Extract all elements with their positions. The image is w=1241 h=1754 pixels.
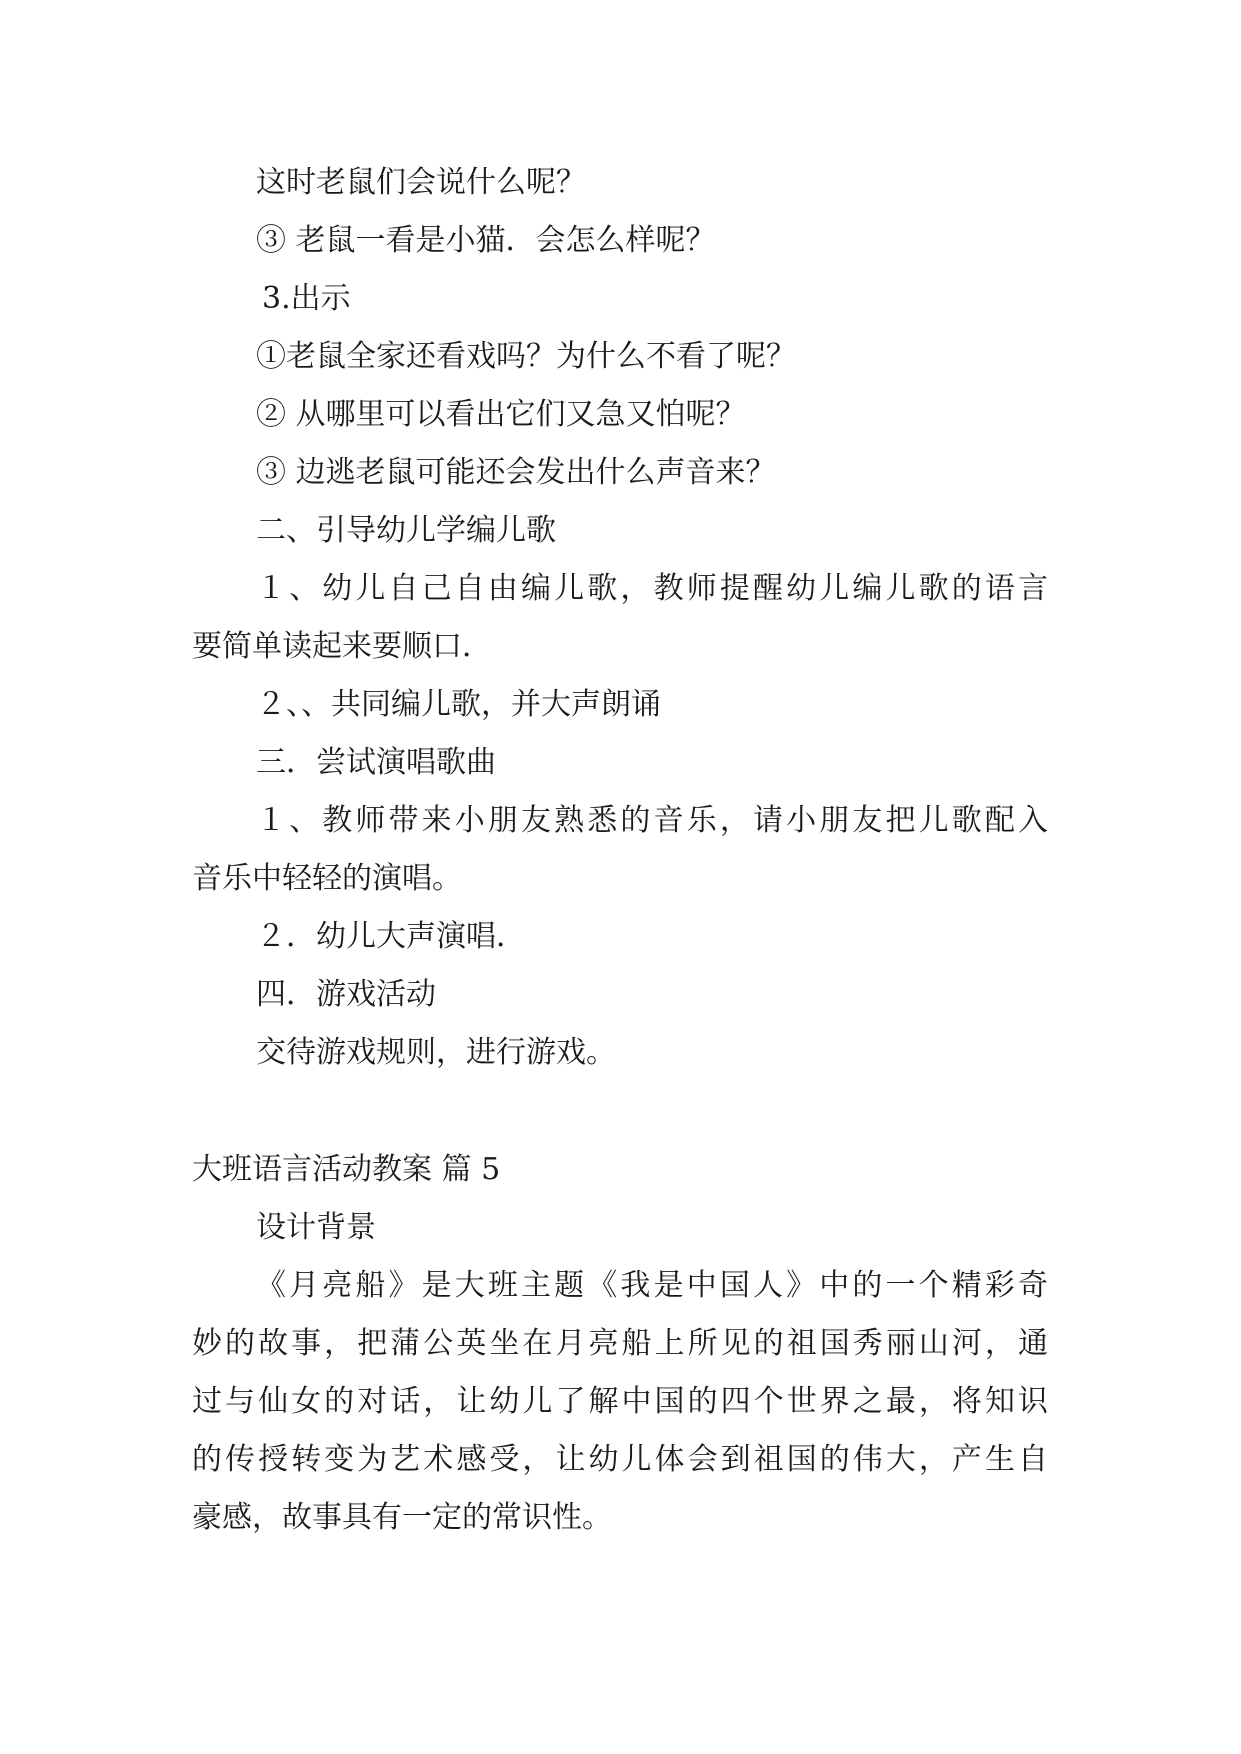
paragraph-line: 《月亮船》是大班主题《我是中国人》中的一个精彩奇 <box>256 1268 1048 1303</box>
paragraph-line: 妙的故事，把蒲公英坐在月亮船上所见的祖国秀丽山河，通 <box>192 1326 1048 1361</box>
paragraph-line: 豪感，故事具有一定的常识性。 <box>192 1500 612 1535</box>
subheading: 设计背景 <box>256 1210 376 1245</box>
section-title: 大班语言活动教案 篇 5 <box>192 1152 501 1187</box>
paragraph-line: １、幼儿自己自由编儿歌，教师提醒幼儿编儿歌的语言 <box>256 571 1048 606</box>
paragraph-line: ③ 老鼠一看是小猫．会怎么样呢？ <box>256 223 716 258</box>
paragraph-line: ①老鼠全家还看戏吗？为什么不看了呢？ <box>256 339 796 374</box>
section-heading: 三．尝试演唱歌曲 <box>256 745 496 780</box>
paragraph-line: 这时老鼠们会说什么呢？ <box>256 165 586 200</box>
paragraph-line: 交待游戏规则，进行游戏。 <box>256 1035 616 1070</box>
paragraph-line: 要简单读起来要顺口． <box>192 629 492 664</box>
paragraph-line: 过与仙女的对话，让幼儿了解中国的四个世界之最，将知识 <box>192 1384 1048 1419</box>
paragraph-line: １、教师带来小朋友熟悉的音乐，请小朋友把儿歌配入 <box>256 803 1048 838</box>
paragraph-line: 的传授转变为艺术感受，让幼儿体会到祖国的伟大，产生自 <box>192 1442 1048 1477</box>
paragraph-line: 3.出示 <box>262 281 351 316</box>
section-heading: 四．游戏活动 <box>256 977 436 1012</box>
paragraph-line: ２．幼儿大声演唱． <box>256 919 526 954</box>
paragraph-line: 音乐中轻轻的演唱。 <box>192 861 462 896</box>
paragraph-line: ２、、共同编儿歌，并大声朗诵 <box>256 687 661 722</box>
paragraph-line: ② 从哪里可以看出它们又急又怕呢？ <box>256 397 746 432</box>
paragraph-line: ③ 边逃老鼠可能还会发出什么声音来？ <box>256 455 776 490</box>
section-heading: 二、引导幼儿学编儿歌 <box>256 513 556 548</box>
